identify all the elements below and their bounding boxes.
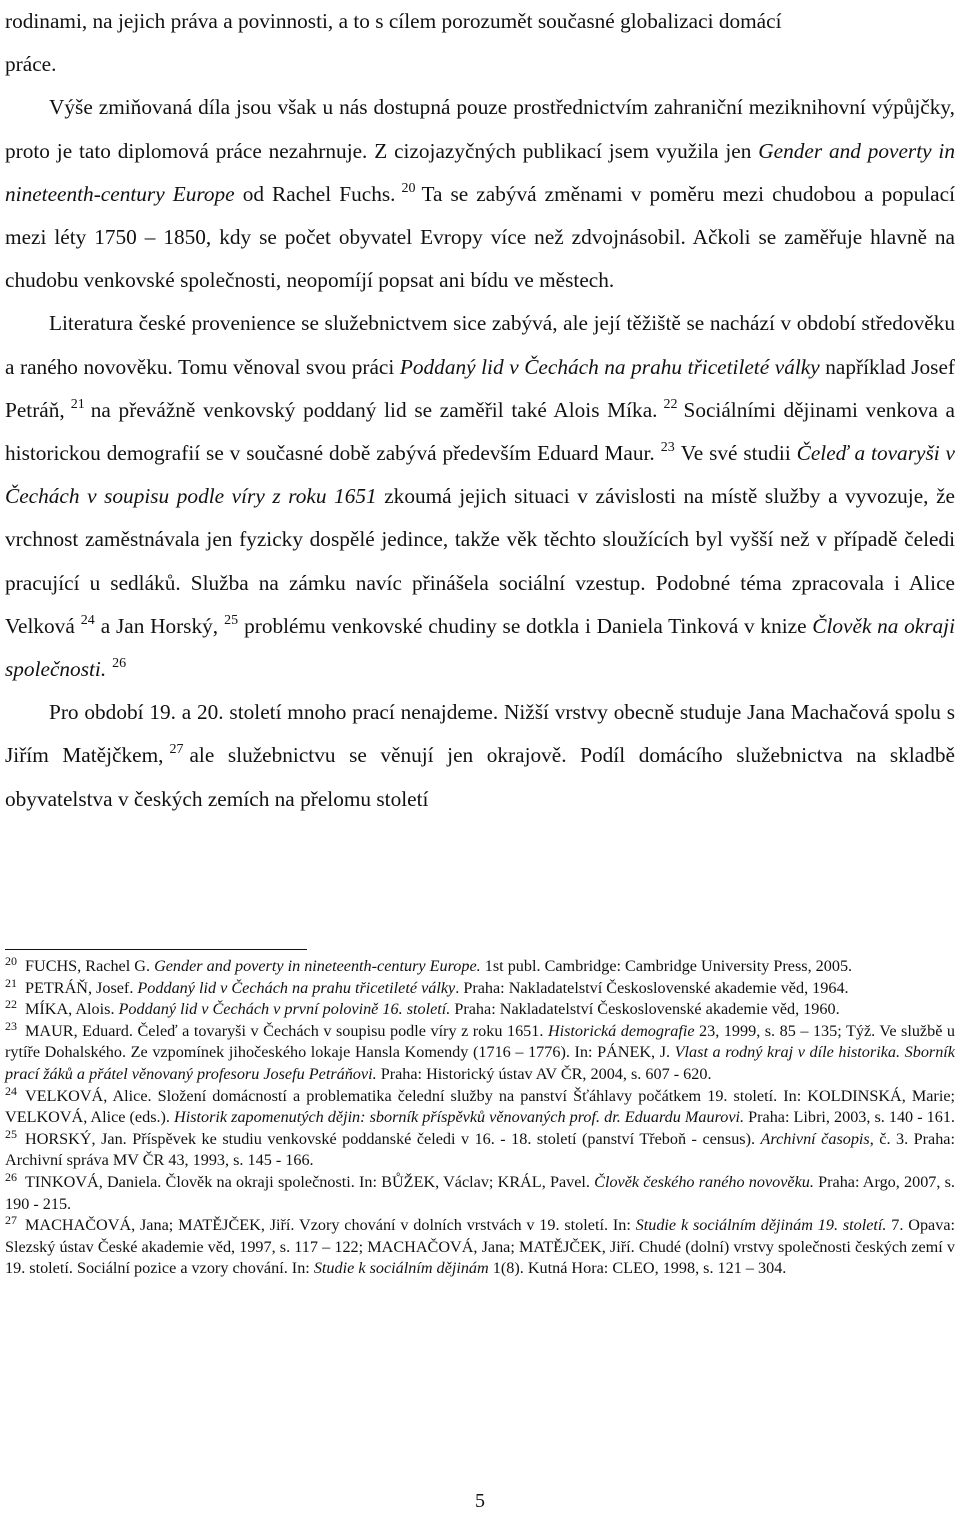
footnote-ref: 25 xyxy=(224,612,239,628)
footnote-26: $^{26}$ TINKOVÁ, Daniela. Člověk na okraji společnosti. In: BŮŽEK, Václav; KRÁL, Pavel. Člověk českého raného novověku. Praha: Argo, 2007, s. 190 - 215. xyxy=(5,1169,955,1213)
footnote-ref: 21 xyxy=(70,396,85,412)
paragraph-1: rodinami, na jejich práva a povinnosti, a to s cílem porozumět současné globalizaci domácí práce. xyxy=(5,9,782,77)
footnote-ref: 26 xyxy=(112,656,127,672)
paragraph-2: Výše zmiňovaná díla jsou však u nás dostupná pouze prostřednictvím zahraniční meziknihovní výpůjčky, proto je tato diplomová práce nezahrnuje. Z cizojazyčných publikací jsem využila jen Gender and poverty in nineteenth-century Europe od Rachel Fuchs. $^{20}$ Ta se zabývá změnami v poměru mezi chudobou a populací mezi léty 1750 – 1850, kdy se počet obyvatel Evropy více než zdvojnásobil. Ačkoli se zaměřuje hlavně na chudobu venkovské společnosti, neopomíjí popsat ani bídu ve městech. xyxy=(5,95,955,293)
paragraph-4: Pro období 19. a 20. století mnoho prací nenajdeme. Nižší vrstvy obecně studuje Jana Machačová spolu s Jiřím Matějčkem, $^{27}$ ale služebnictvu se věnují jen okrajově. Podíl domácího služebnictva na skladbě obyvatelstva v českých zemích na přelomu století xyxy=(5,700,955,811)
book-title: Člověk na okraji společnosti. xyxy=(5,613,955,682)
footnote-ref: 23 xyxy=(660,440,675,456)
book-title: Poddaný lid v Čechách na prahu třicetileté války xyxy=(399,354,820,379)
footnote-27: $^{27}$ MACHAČOVÁ, Jana; MATĚJČEK, Jiří. Vzory chování v dolních vrstvách v 19. století. In: Studie k sociálním dějinám 19. století. 7. Opava: Slezský ústav České akademie věd, 1997, s. 117 – 122; MACHAČOVÁ, Jana; MATĚJČEK, Jiří. Chudé (dolní) vrstvy společnosti českých zemí v 19. století. Sociální pozice a vzory chování. In: Studie k sociálním dějinám 1(8). Kutná Hora: CLEO, 1998, s. 121 – 304. xyxy=(5,1213,955,1278)
book-title: Čeleď a tovaryši v Čechách v soupisu podle víry z roku 1651 xyxy=(5,441,955,509)
footnote-21: $^{21}$ PETRÁŇ, Josef. Poddaný lid v Čechách na prahu třicetileté války. Praha: Nakladatelství Československé akademie věd, 1964. xyxy=(5,975,849,997)
footnote-23: $^{23}$ MAUR, Eduard. Čeleď a tovaryši v Čechách v soupisu podle víry z roku 1651. Historická demografie 23, 1999, s. 85 – 135; Týž. Ve službě u rytíře Dohalského. Ze vzpomínek jihočeského lokaje Hansla Komendy (1716 – 1776). In: PÁNEK, J. Vlast a rodný kraj v díle historika. Sborník prací žáků a přátel věnovaný profesoru Josefu Petráňovi. Praha: Historický ústav AV ČR, 2004, s. 607 - 620. xyxy=(5,1018,955,1083)
footnote-20: $^{20}$ FUCHS, Rachel G. Gender and poverty in nineteenth-century Europe. 1st publ. Cambridge: Cambridge University Press, 2005. xyxy=(5,954,853,975)
footnote-ref: 20 xyxy=(401,180,416,196)
footnote-25: $^{25}$ HORSKÝ, Jan. Příspěvek ke studiu venkovské poddanské čeledi v 16. - 18. století (panství Třeboň - census). Archivní časopis, č. 3. Praha: Archivní správa MV ČR 43, 1993, s. 145 - 166. xyxy=(5,1126,955,1170)
page-number: 5 xyxy=(475,1490,485,1512)
footnote-22: $^{22}$ MÍKA, Alois. Poddaný lid v Čechách v první polovině 16. století. Praha: Nakladatelství Československé akademie věd, 1960. xyxy=(5,997,840,1019)
footnote-ref: 24 xyxy=(80,612,95,628)
book-title: Gender and poverty in nineteenth-century Europe xyxy=(5,138,955,206)
footnote-separator xyxy=(5,949,307,950)
footnotes xyxy=(5,956,955,1280)
footnote-ref: 22 xyxy=(663,396,678,412)
footnote-ref: 27 xyxy=(169,742,184,758)
footnote-24: $^{24}$ VELKOVÁ, Alice. Složení domácností a problematika čelední služby na panství Šťáhlavy počátkem 19. století. In: KOLDINSKÁ, Marie; VELKOVÁ, Alice (eds.). Historik zapomenutých dějin: sborník příspěvků věnovaných prof. dr. Eduardu Maurovi. Praha: Libri, 2003, s. 140 - 161. xyxy=(5,1083,955,1127)
body-text xyxy=(5,0,955,821)
paragraph-3: Literatura české provenience se služebnictvem sice zabývá, ale její těžiště se nachází v období středověku a raného novověku. Tomu věnoval svou práci Poddaný lid v Čechách na prahu třicetileté války například Josef Petráň, $^{21}$ na převážně venkovský poddaný lid se zaměřil také Alois Míka. $^{22}$ Sociálními dějinami venkova a historickou demografií se v současné době zabývá především Eduard Maur. $^{23}$ Ve své studii Čeleď a tovaryši v Čechách v soupisu podle víry z roku 1651 zkoumá jejich situaci v závislosti na místě služby a vyvozuje, že vrchnost zaměstnávala jen fyzicky dospělé jedince, takže věk těchto sloužících byl vyšší než v případě čeledi pracující u sedláků. Služba na zámku navíc přinášela sociální vzestup. Podobné téma zpracovala i Alice Velková $^{24}$ a Jan Horský, $^{25}$ problému venkovské chudiny se dotkla i Daniela Tinková v knize Člověk na okraji společnosti. $^{26}$ xyxy=(5,311,955,682)
